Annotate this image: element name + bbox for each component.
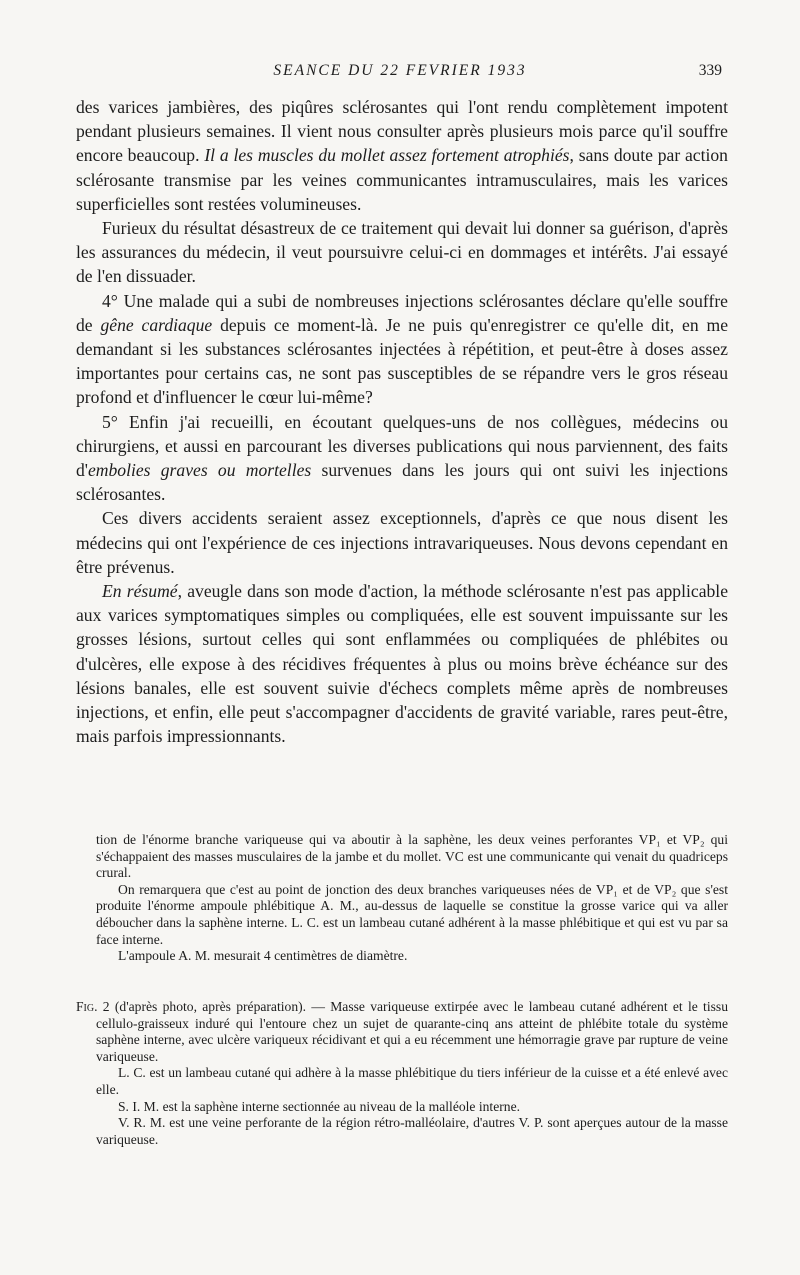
paragraph-6-emphasis: En résumé: [102, 581, 178, 602]
paragraph-1: [76, 95, 728, 216]
paragraph-6-text: , aveugle dans son mode d'action, la méthode sclérosante n'est pas applicable aux varices symptomatiques simples ou compliquées, elle est souvent impuissante sur les grosses lésions, surtout celles qui sont enflammées ou compliquées de phlébites ou d'ulcères, elle expose à des récidives fréquentes à plus ou moins brève échéance sur des lésions banales, elle est souvent suivie d'échecs complets même après de nombreuses injections, et enfin, elle peut s'accompagner d'accidents de gravité variable, rares peut-être, mais parfois impressionnants.: [76, 581, 728, 747]
paragraph-2: Furieux du résultat désastreux de ce traitement qui devait lui donner sa guérison, d'après les assurances du médecin, il veut poursuivre celui-ci en dommages et intérêts. J'ai essayé de l'en dissuader.: [76, 218, 728, 287]
paragraph-6: [76, 579, 728, 748]
running-header: [0, 60, 800, 84]
paragraph-1-text-a: des varices jambières, des piqûres sclérosantes qui l'ont rendu complètement impotent pendant plusieurs semaines. Il vient nous consulter après plusieurs mois parce qu'il souffre encore beaucoup.: [76, 97, 728, 166]
caption-1: [76, 999, 728, 1065]
note-1: tion de l'énorme branche variqueuse qui va aboutir à la saphène, les deux veines perforantes VP₁ et VP₂ qui s'échappaient des masses musculaires de la jambe et du mollet. VC est une communicante qui venait du quadriceps crural.: [96, 832, 728, 881]
caption-2: L. C. est un lambeau cutané qui adhère à la masse phlébitique du tiers inférieur de la cuisse et a été enlevé avec elle.: [96, 1065, 728, 1097]
paragraph-4: [76, 410, 728, 507]
paragraph-3-text-a: 4° Une malade qui a subi de nombreuses injections sclérosantes déclare qu'elle souffre de: [76, 290, 728, 335]
figure-caption: [76, 999, 728, 1148]
paragraph-3-emphasis: gêne cardiaque: [100, 314, 213, 335]
page-number: 339: [698, 62, 722, 79]
paragraph-1-text-b: , sans doute par action sclérosante transmise par les veines communicantes intramusculaires, mais les varices superficielles sont restées volumineuses.: [76, 145, 728, 214]
caption-3: S. I. M. est la saphène interne sectionnée au niveau de la malléole interne.: [118, 1098, 520, 1114]
paragraph-4-text-b: survenues dans les jours qui ont suivi les injections sclérosantes.: [76, 460, 728, 505]
paragraph-3: [76, 289, 728, 410]
figure-notes: [96, 832, 728, 965]
caption-4: V. R. M. est une veine perforante de la région rétro-malléolaire, d'autres V. P. sont aperçues autour de la masse variqueuse.: [96, 1115, 728, 1147]
paragraph-1-emphasis: Il a les muscles du mollet assez fortement atrophiés: [204, 145, 570, 166]
caption-1-text: (d'après photo, après préparation). — Masse variqueuse extirpée avec le lambeau cutané adhérent et le tissu cellulo-graisseux induré qui l'entoure chez un sujet de quarante-cinq ans atteint de phlébite totale du système saphène interne, avec ulcère variqueux récidivant et qui a eu récemment une hémorragie grave par rupture de veine variqueuse.: [96, 999, 728, 1064]
paragraph-4-text-a: 5° Enfin j'ai recueilli, en écoutant quelques-uns de nos collègues, médecins ou chirurgiens, et aussi en parcourant les diverses publications qui nous parviennent, des faits d': [76, 411, 728, 481]
figure-label: Fig. 2: [76, 999, 110, 1014]
paragraph-5: Ces divers accidents seraient assez exceptionnels, d'après ce que nous disent les médecins qui ont l'expérience de ces injections intravariqueuses. Nous devons cependant en être prévenus.: [76, 508, 728, 577]
note-3: L'ampoule A. M. mesurait 4 centimètres de diamètre.: [118, 948, 408, 964]
paragraph-4-emphasis: embolies graves ou mortelles: [87, 460, 312, 481]
body-text: [76, 95, 728, 748]
paragraph-3-text-b: depuis ce moment-là. Je ne puis qu'enregistrer ce qu'elle dit, en me demandant si les substances sclérosantes injectées à répétition, et peut-être à doses assez importantes pour certains cas, ne sont pas susceptibles de se répandre vers le gros réseau profond et d'influencer le cœur lui-même?: [76, 314, 728, 408]
running-title: SEANCE DU 22 FEVRIER 1933: [273, 62, 527, 79]
note-2: On remarquera que c'est au point de jonction des deux branches variqueuses nées de VP₁ et de VP₂ que s'est produite l'énorme ampoule phlébitique A. M., au-dessus de laquelle se constitue la grosse varice qui va aller déboucher dans la saphène interne. L. C. est un lambeau cutané adhérent à la masse phlébitique et qui est vu par sa face interne.: [96, 881, 728, 947]
